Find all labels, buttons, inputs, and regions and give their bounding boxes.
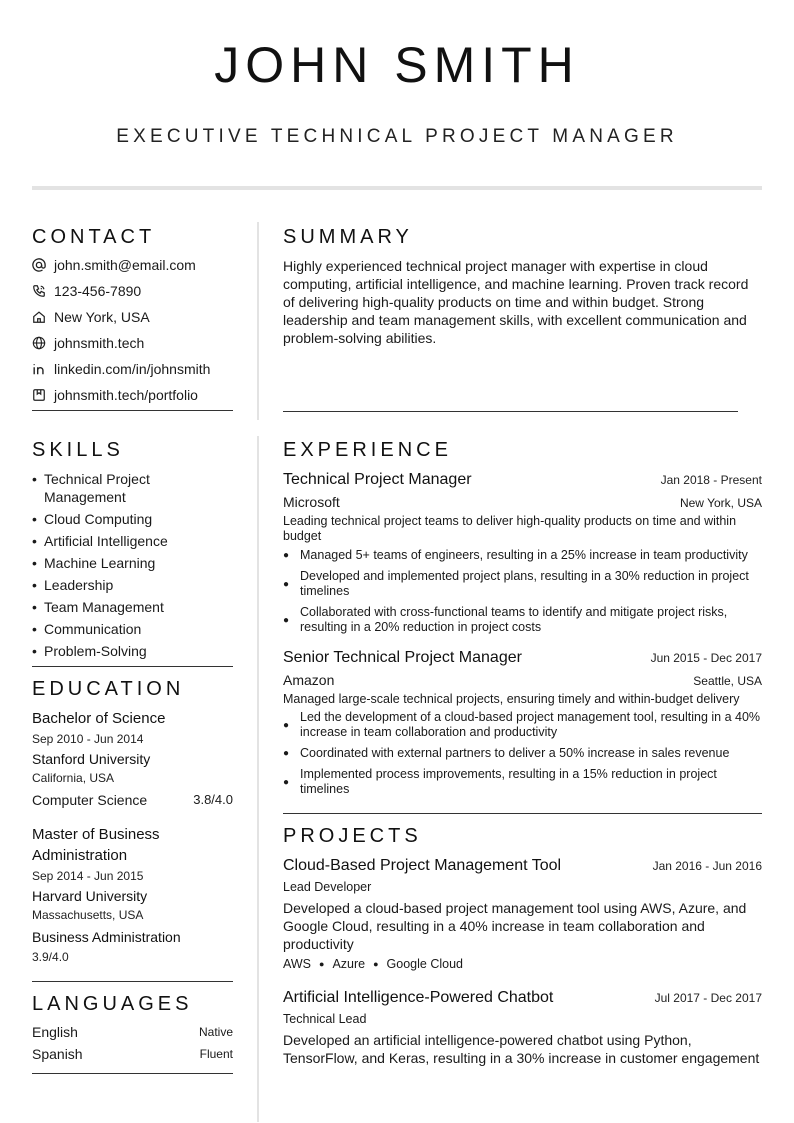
project-tag: AWS <box>283 957 312 971</box>
job-location: Seattle, USA <box>693 674 762 688</box>
summary-divider <box>283 411 738 412</box>
job-bullet: ● Led the development of a cloud-based project management tool, resulting in a 40% increase in team collaboration and productivity <box>283 710 761 739</box>
project-dates: Jan 2016 - Jun 2016 <box>652 859 762 873</box>
languages-heading: LANGUAGES <box>32 993 193 1015</box>
education-section <box>32 677 233 967</box>
education-field: Business Administration <box>32 929 181 945</box>
resume-title: EXECUTIVE TECHNICAL PROJECT MANAGER <box>116 126 678 147</box>
at-icon <box>32 258 46 272</box>
contact-phone[interactable] <box>32 278 233 304</box>
education-dates: Sep 2010 - Jun 2014 <box>32 732 144 746</box>
contact-linkedin[interactable] <box>32 356 233 382</box>
job-bullet: ● Implemented process improvements, resulting in a 15% reduction in project timelines <box>283 767 717 796</box>
job-bullet: ● Developed and implemented project plans, resulting in a 30% reduction in project timelines <box>283 569 749 598</box>
contact-divider <box>32 410 233 411</box>
languages-divider <box>32 1073 233 1074</box>
contact-location-text: New York, USA <box>54 309 150 325</box>
language-item <box>32 1021 233 1043</box>
skill-item: • Problem-Solving <box>32 643 147 659</box>
skill-item: • Team Management <box>32 599 164 615</box>
contact-website-text: johnsmith.tech <box>54 335 145 351</box>
education-entry <box>32 824 233 967</box>
language-level: Fluent <box>199 1047 233 1061</box>
language-name: Spanish <box>32 1046 83 1062</box>
job-entry <box>283 469 762 635</box>
education-heading: EDUCATION <box>32 678 185 700</box>
project-entry <box>283 987 762 1067</box>
education-location: Massachusetts, USA <box>32 908 144 922</box>
education-field: Computer Science <box>32 792 148 808</box>
project-title: Cloud-Based Project Management Tool <box>283 857 562 874</box>
job-title: Senior Technical Project Manager <box>283 649 522 666</box>
contact-email-text: john.smith@email.com <box>54 257 196 273</box>
experience-heading: EXPERIENCE <box>283 439 452 461</box>
skills-heading: SKILLS <box>32 439 124 461</box>
education-gpa: 3.8/4.0 <box>193 792 233 807</box>
contact-email[interactable] <box>32 252 233 278</box>
language-level: Native <box>198 1025 233 1039</box>
education-field-row <box>32 790 233 810</box>
job-company: Microsoft <box>283 494 340 510</box>
project-entry <box>283 855 762 975</box>
skill-item: • Artificial Intelligence <box>32 533 168 549</box>
contact-phone-text: 123-456-7890 <box>54 283 142 299</box>
skill-item: • Communication <box>32 621 142 637</box>
experience-section <box>283 438 762 803</box>
languages-section <box>32 992 233 1074</box>
project-role: Lead Developer <box>283 880 372 894</box>
skills-divider <box>32 666 233 667</box>
education-degree: Master of Business Administration <box>32 826 160 864</box>
language-name: English <box>32 1024 78 1040</box>
contact-portfolio[interactable] <box>32 382 233 408</box>
job-title: Technical Project Manager <box>283 471 472 488</box>
project-description: Developed a cloud-based project management tool using AWS, Azure, and Google Cloud, resulting in a 40% increase in team collaboration and productivity <box>283 900 747 952</box>
education-institution: Harvard University <box>32 888 148 904</box>
education-entry <box>32 708 233 810</box>
education-location: California, USA <box>32 771 115 785</box>
contact-section <box>32 225 233 411</box>
job-description: Managed large-scale technical projects, ensuring timely and within-budget delivery <box>283 692 740 706</box>
linkedin-icon <box>32 362 46 376</box>
job-bullet: ● Coordinated with external partners to deliver a 50% increase in sales revenue <box>283 746 730 760</box>
job-description: Leading technical project teams to deliver high-quality products on time and within budget <box>283 514 737 543</box>
skill-item: • Technical Project Management <box>32 471 150 505</box>
summary-section <box>283 225 762 347</box>
column-divider-top <box>257 222 259 420</box>
job-dates: Jan 2018 - Present <box>660 473 762 487</box>
job-location: New York, USA <box>679 496 762 510</box>
skill-item: • Cloud Computing <box>32 511 153 527</box>
job-entry <box>283 647 762 797</box>
home-icon <box>32 310 46 324</box>
education-divider <box>32 981 233 982</box>
summary-text: Highly experienced technical project manager with expertise in cloud computing, artificial intelligence, and machine learning. Proven track record of delivering high-quality products on time and within budget. Strong leadership and team management skills, with excellent communication and problem-solving abilities. <box>283 258 749 346</box>
contact-website[interactable] <box>32 330 233 356</box>
experience-divider <box>283 813 762 814</box>
skills-section <box>32 438 233 664</box>
education-gpa: 3.9/4.0 <box>32 950 69 964</box>
project-title: Artificial Intelligence-Powered Chatbot <box>283 989 554 1006</box>
job-company: Amazon <box>283 672 335 688</box>
education-institution: Stanford University <box>32 751 151 767</box>
portfolio-icon <box>32 388 46 402</box>
resume-name: JOHN SMITH <box>214 37 580 93</box>
skill-item: • Leadership <box>32 577 114 593</box>
job-bullet: ● Managed 5+ teams of engineers, resulting in a 25% increase in team productivity <box>283 548 748 562</box>
contact-location <box>32 304 233 330</box>
skill-item: • Machine Learning <box>32 555 156 571</box>
language-item <box>32 1043 233 1065</box>
summary-heading: SUMMARY <box>283 226 413 248</box>
header-divider <box>32 186 762 190</box>
job-dates: Jun 2015 - Dec 2017 <box>650 651 762 665</box>
contact-linkedin-text: linkedin.com/in/johnsmith <box>54 361 211 377</box>
phone-icon <box>32 284 46 298</box>
contact-portfolio-text: johnsmith.tech/portfolio <box>54 387 198 403</box>
contact-heading: CONTACT <box>32 226 156 248</box>
education-degree: Bachelor of Science <box>32 710 166 727</box>
column-divider-bottom <box>257 436 259 1122</box>
education-dates: Sep 2014 - Jun 2015 <box>32 869 144 883</box>
project-tag: Azure <box>332 957 366 971</box>
project-dates: Jul 2017 - Dec 2017 <box>654 991 762 1005</box>
projects-heading: PROJECTS <box>283 825 422 847</box>
job-bullet: ● Collaborated with cross-functional teams to identify and mitigate project risks, resulting in a 20% reduction in project costs <box>283 605 728 634</box>
projects-section <box>283 824 762 1067</box>
project-role: Technical Lead <box>283 1012 367 1026</box>
project-tags: AWS ● Azure ● Google Cloud <box>283 957 463 971</box>
project-tag: Google Cloud <box>386 957 463 971</box>
globe-icon <box>32 336 46 350</box>
project-description: Developed an artificial intelligence-powered chatbot using Python, TensorFlow, and Keras, resulting in a 30% increase in customer engagement <box>283 1032 760 1066</box>
